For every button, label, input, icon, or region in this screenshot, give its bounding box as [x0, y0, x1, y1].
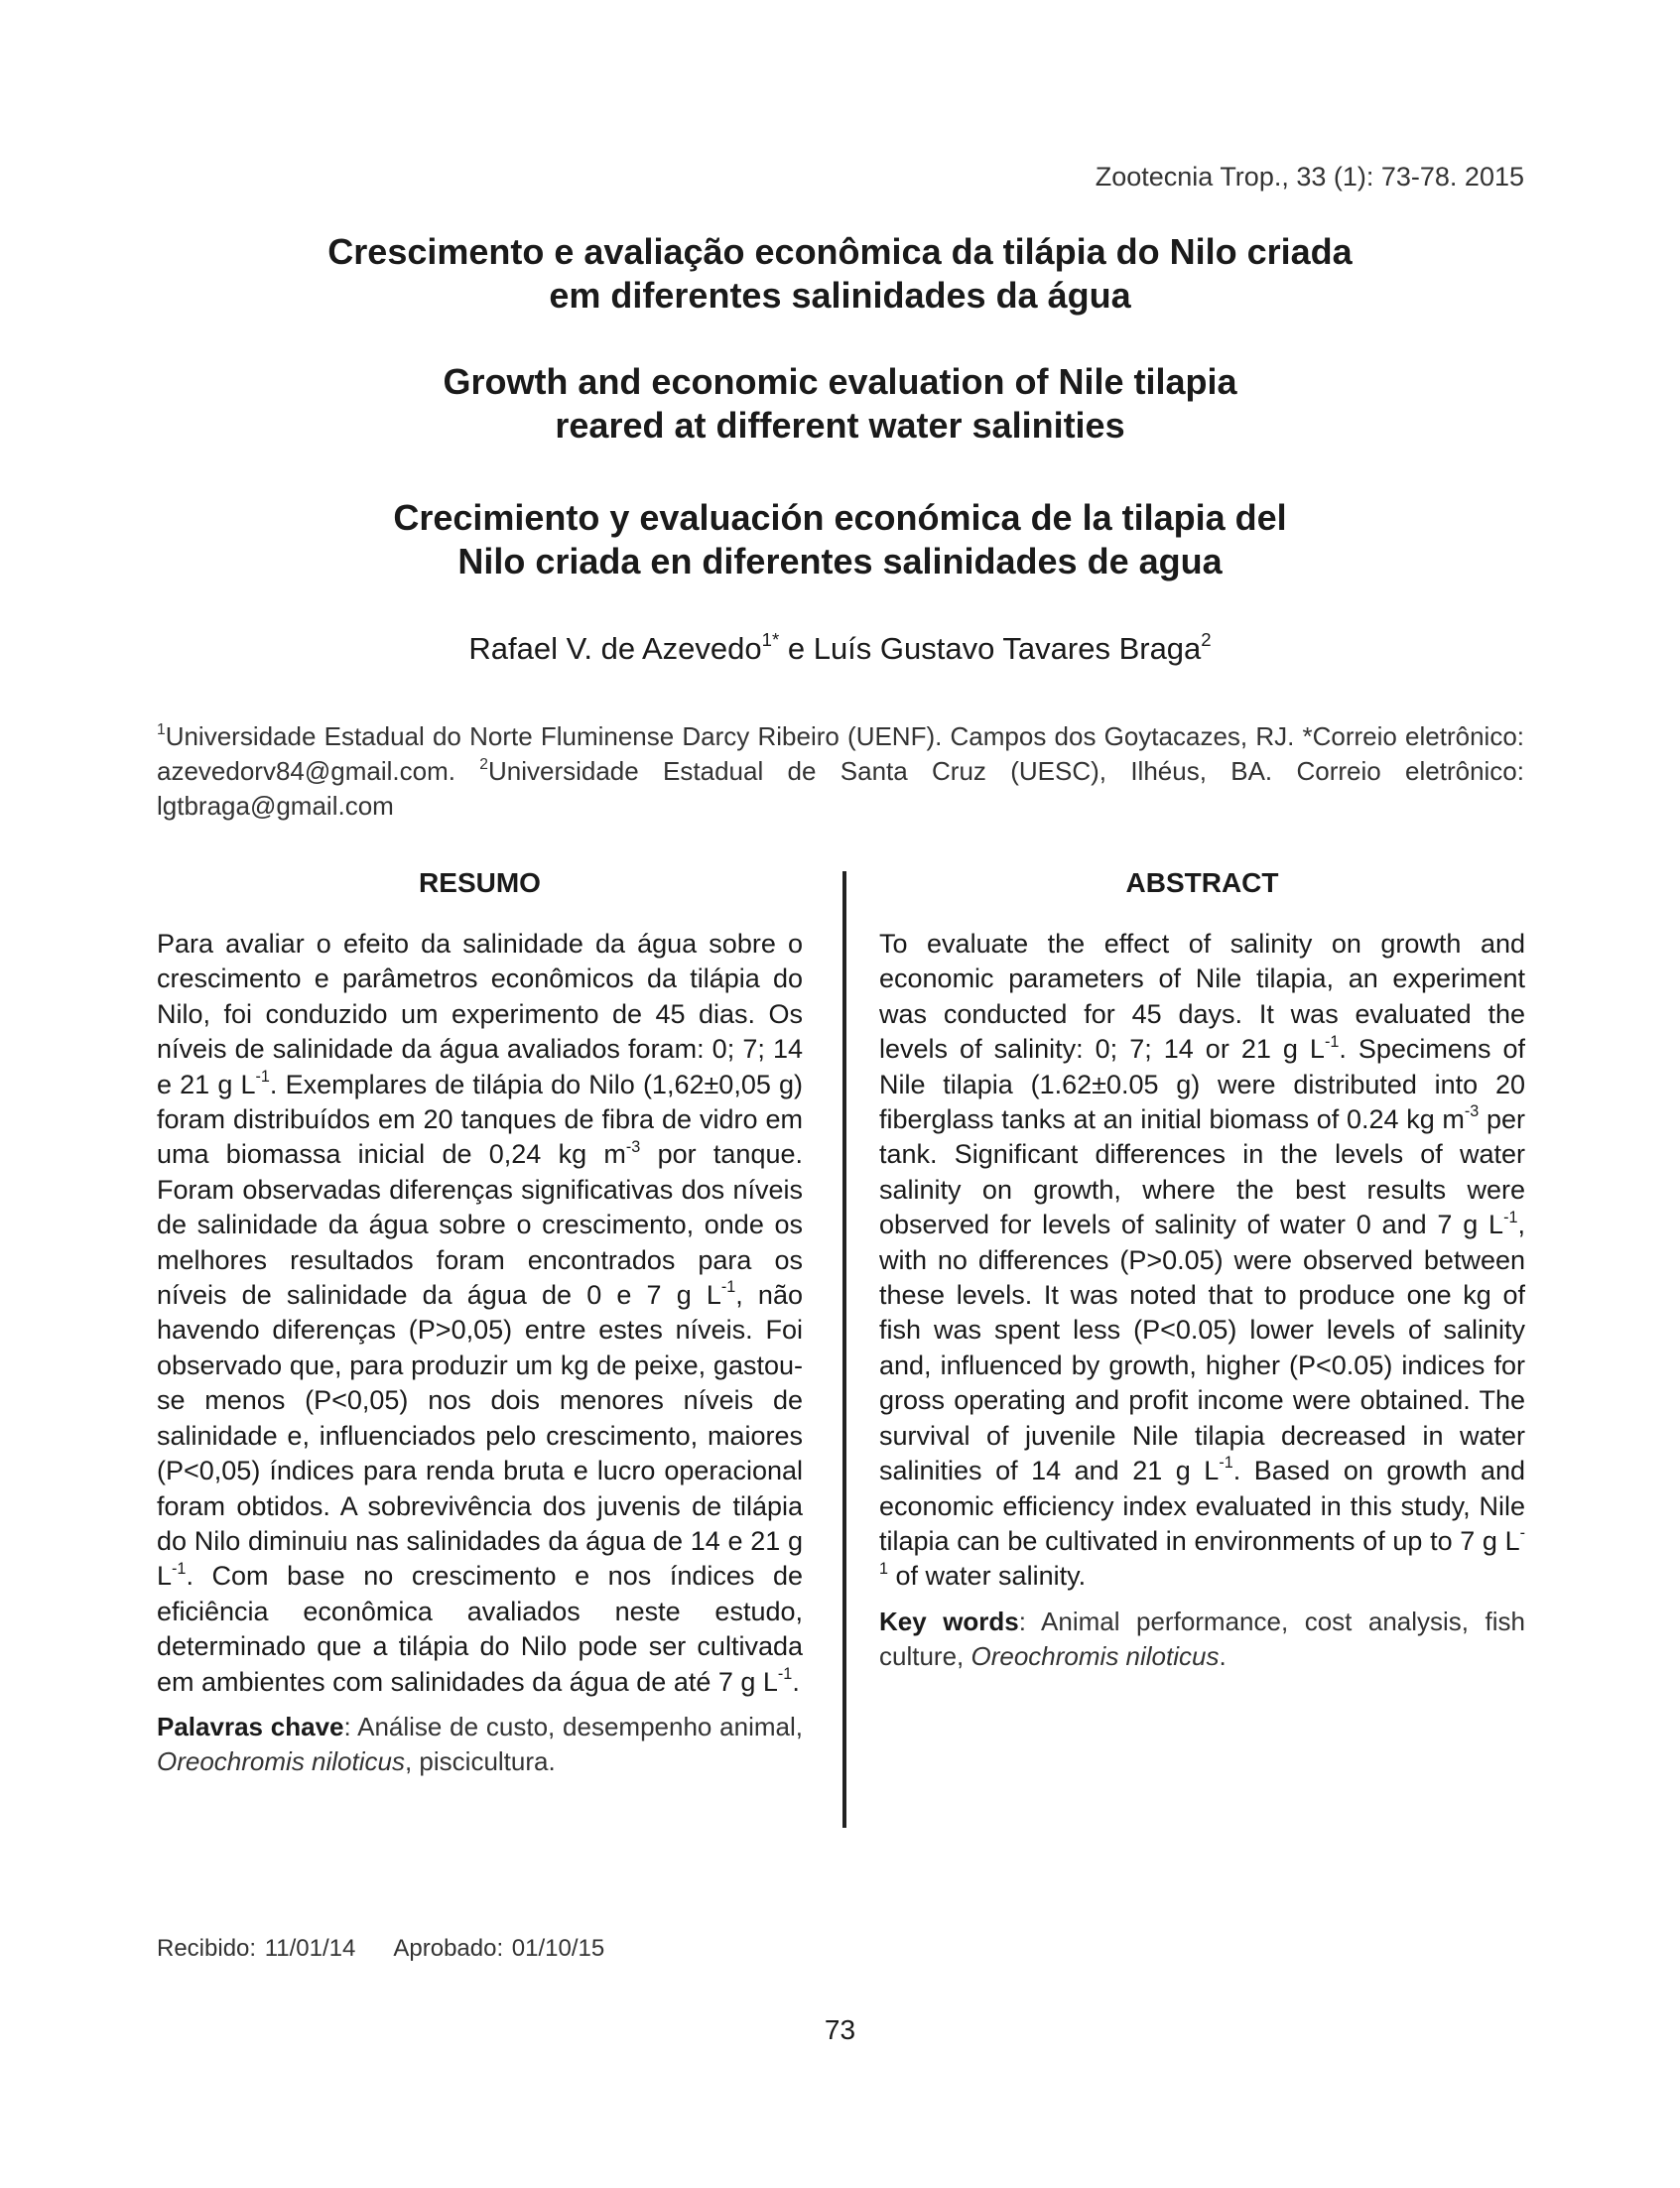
affiliation-1-mark: 1 [157, 720, 166, 738]
title-en-line-1: Growth and economic evaluation of Nile tilapia [443, 361, 1237, 402]
superscript: -1 [1219, 1454, 1233, 1473]
superscript: -1 [1324, 1032, 1340, 1051]
resumo-text-part: , não havendo diferenças (P>0,05) entre estes níveis. Foi observado que, para produzir um kg de peixe, gastou-se menos (P<0,05) nos dois menores níveis de salinidade e, influenciados pelo crescimento, maiores (P<0,05) índices para renda bruta e lucro operacional foram obtidos. A sobrevivência dos juvenis de tilápia do Nilo diminuiu nas salinidades da água de 14 e 21 g L [157, 1280, 803, 1592]
resumo-keywords [157, 1710, 803, 1779]
column-divider [842, 871, 846, 1828]
superscript: -1 [720, 1278, 736, 1297]
author-list [0, 628, 1680, 667]
superscript: -1 [172, 1559, 187, 1578]
resumo-text-part: . [792, 1666, 800, 1697]
abstract-text [879, 927, 1525, 1595]
abstract-keywords-species: Oreochromis niloticus [970, 1640, 1220, 1671]
received-date: Recibido: 11/01/14 [157, 1935, 356, 1962]
resumo-text-part: . Com base no crescimento e nos índices de eficiência econômica avaliados neste estudo, determinado que a tilápia do Nilo pode ser cultivada em ambientes com salinidades da água de até 7 g L [157, 1561, 803, 1697]
title-english [0, 360, 1680, 448]
resumo-column [157, 865, 803, 1779]
resumo-keywords-label: Palavras chave [157, 1711, 344, 1741]
superscript: -1 [1503, 1208, 1518, 1226]
resumo-text [157, 927, 803, 1700]
title-spanish [0, 496, 1680, 583]
abstract-keywords [879, 1605, 1525, 1674]
author-1-affiliation-mark: 1* [761, 628, 780, 650]
abstract-keywords-label: Key words [879, 1606, 1019, 1636]
abstract-text-part: . Specimens of Nile tilapia (1.62±0.05 g) were distributed into 20 fiberglass tanks at an initial biomass of 0.24 kg m [879, 1034, 1525, 1135]
submission-dates [157, 1935, 604, 1963]
abstract-keywords-text: : Animal performance, cost analysis, fish culture, [879, 1606, 1525, 1671]
resumo-keywords-text: : Análise de custo, desempenho animal, [343, 1711, 804, 1741]
journal-reference: Zootecnia Trop., 33 (1): 73-78. 2015 [1095, 162, 1524, 192]
superscript: -3 [1464, 1102, 1480, 1121]
superscript: -1 [777, 1664, 793, 1683]
abstract-heading: ABSTRACT [1125, 867, 1279, 898]
abstract-text-part: per tank. Significant differences in the levels of water salinity on growth, where the best results were observed for levels of salinity of water 0 and 7 g L [879, 1104, 1525, 1240]
title-en-line-2: reared at different water salinities [555, 405, 1125, 446]
resumo-text-part: . Exemplares de tilápia do Nilo (1,62±0,05 g) foram distribuídos em 20 tanques de fibra de vidro em uma biomassa inicial de 0,24 kg m [157, 1069, 803, 1170]
title-pt-line-1: Crescimento e avaliação econômica da tilápia do Nilo criada [327, 231, 1353, 272]
title-es-line-2: Nilo criada en diferentes salinidades de agua [457, 541, 1223, 581]
resumo-keywords-species: Oreochromis niloticus [157, 1745, 405, 1776]
author-2: Luís Gustavo Tavares Braga [813, 631, 1202, 666]
author-1: Rafael V. de Azevedo [468, 631, 762, 666]
superscript: -1 [879, 1524, 1525, 1578]
abstract-keywords-end: . [1219, 1640, 1227, 1671]
affiliation-2-text: Universidade Estadual de Santa Cruz (UESC), Ilhéus, BA. Correio eletrônico: lgtbraga@gmail.com [157, 756, 1524, 821]
abstract-text-part: of water salinity. [888, 1561, 1087, 1592]
title-pt-line-2: em diferentes salinidades da água [549, 275, 1131, 316]
title-portuguese [0, 230, 1680, 318]
abstract-text-part: To evaluate the effect of salinity on growth and economic parameters of Nile tilapia, an experiment was conducted for 45 days. It was evaluated the levels of salinity: 0; 7; 14 or 21 g L [879, 929, 1525, 1065]
author-2-affiliation-mark: 2 [1201, 628, 1212, 650]
title-es-line-1: Crecimiento y evaluación económica de la tilapia del [393, 497, 1287, 538]
superscript: -3 [625, 1137, 641, 1156]
author-connector: e [779, 631, 814, 666]
approved-date: Aprobado: 01/10/15 [393, 1935, 605, 1962]
abstract-text-part: , with no differences (P>0.05) were observed between these levels. It was noted that to produce one kg of fish was spent less (P<0.05) lower levels of salinity and, influenced by growth, higher (P<0.05) indices for gross operating and profit income were obtained. The survival of juvenile Nile tilapia decreased in water salinities of 14 and 21 g L [879, 1210, 1525, 1486]
affiliations [157, 719, 1524, 824]
resumo-text-part: Para avaliar o efeito da salinidade da água sobre o crescimento e parâmetros econômicos da tilápia do Nilo, foi conduzido um experimento de 45 dias. Os níveis de salinidade da água avaliados foram: 0; 7; 14 e 21 g L [157, 929, 803, 1099]
abstract-text-part: . Based on growth and economic efficiency index evaluated in this study, Nile tilapia can be cultivated in environments of up to 7 g L [879, 1456, 1525, 1556]
resumo-heading: RESUMO [419, 867, 541, 898]
affiliation-2-mark: 2 [479, 755, 488, 773]
page-number: 73 [824, 2014, 856, 2045]
resumo-keywords-end: , piscicultura. [404, 1745, 556, 1776]
resumo-text-part: por tanque. Foram observadas diferenças significativas dos níveis de salinidade da água sobre o crescimento, onde os melhores resultados foram encontrados para os níveis de salinidade da água de 0 e 7 g L [157, 1139, 803, 1311]
abstract-column [879, 865, 1525, 1674]
superscript: -1 [255, 1068, 270, 1087]
affiliation-1-text: Universidade Estadual do Norte Fluminense Darcy Ribeiro (UENF). Campos dos Goytacazes, RJ. *Correio eletrônico: azevedorv84@gmail.com. [157, 721, 1524, 786]
